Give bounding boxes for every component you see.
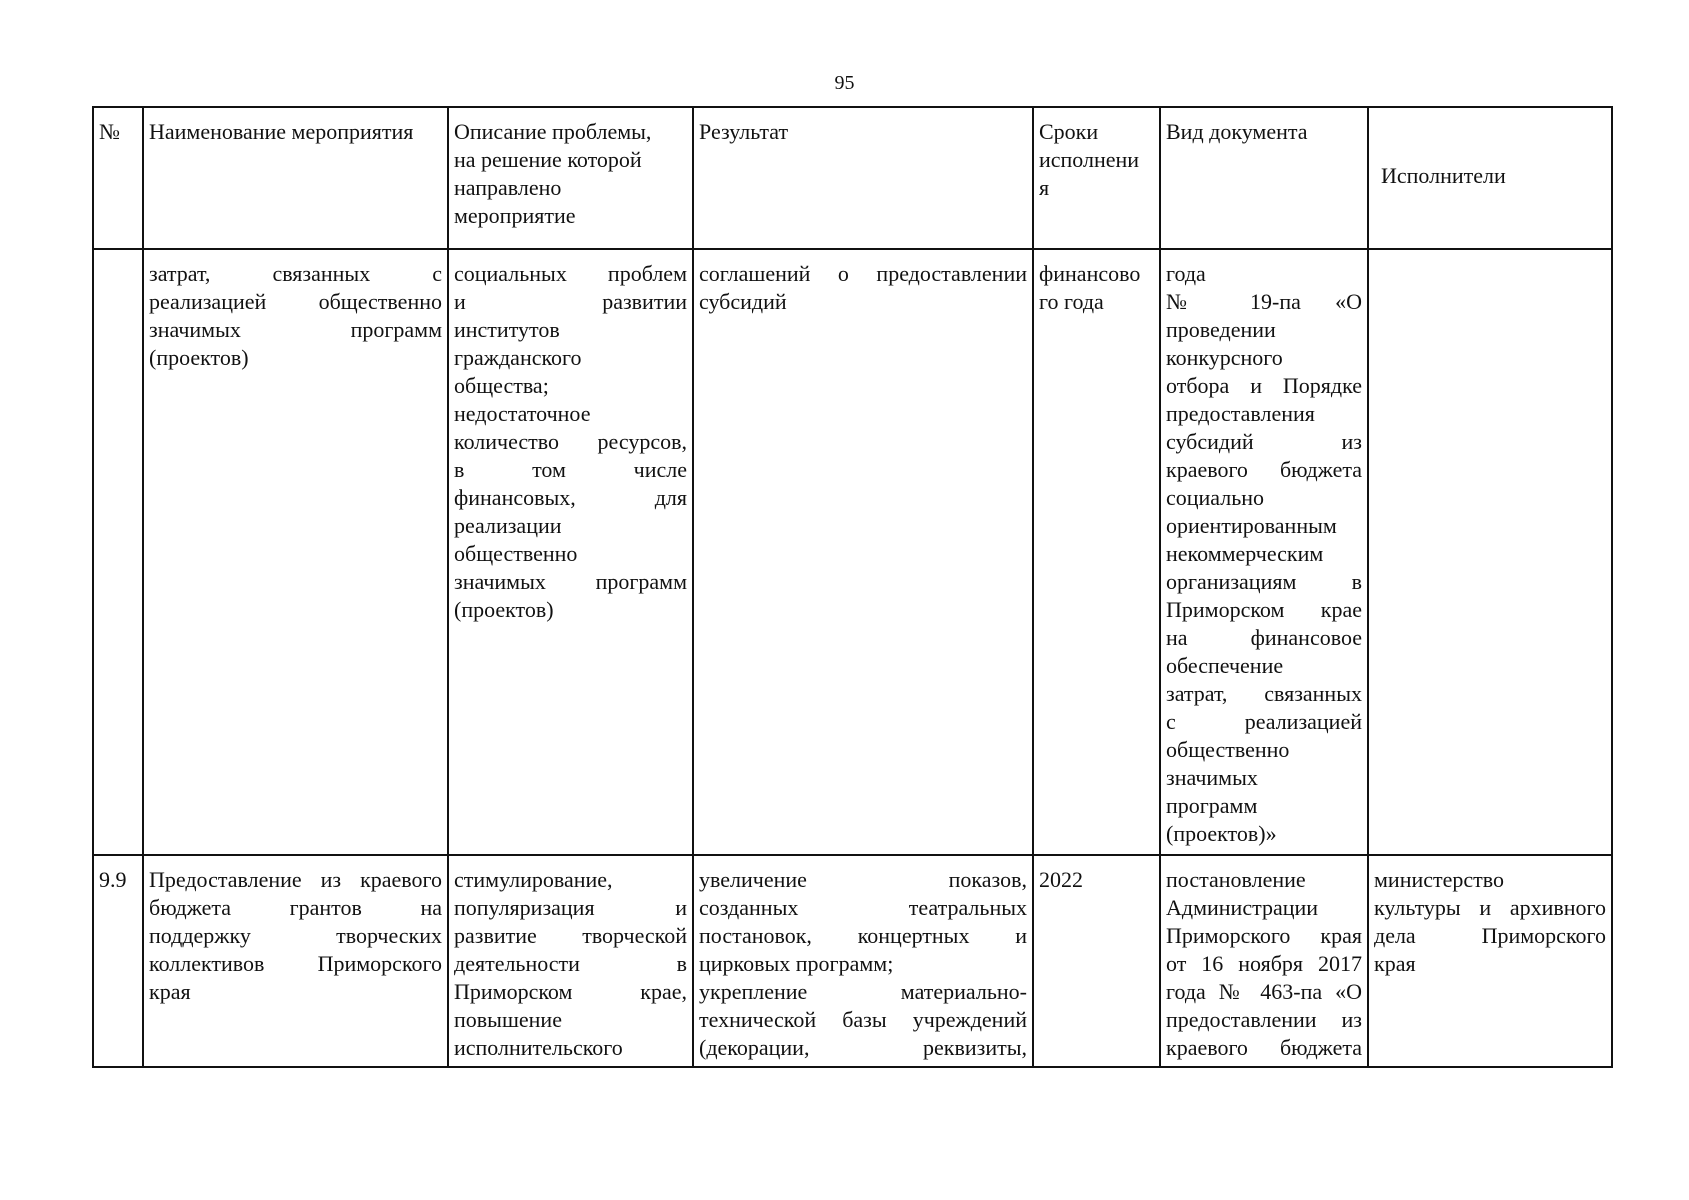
- cell-line: ориентированным: [1166, 513, 1337, 538]
- cell-line: субсидий: [699, 289, 787, 314]
- row1-executors: [1368, 249, 1612, 855]
- cell-line: популяризация и: [454, 895, 687, 920]
- cell-line: исполнительского: [454, 1035, 623, 1060]
- cell-line: поддержку творческих: [149, 923, 442, 948]
- cell-line: финансово: [1039, 261, 1141, 286]
- cell-line: краевого бюджета: [1166, 457, 1362, 482]
- measures-table: [92, 106, 1613, 1068]
- row2-name: [143, 855, 448, 1067]
- cell-line: предоставления: [1166, 401, 1315, 426]
- cell-line: предоставлении из: [1166, 1007, 1362, 1032]
- cell-line: гражданского: [454, 345, 582, 370]
- cell-line: Приморского края: [1166, 923, 1362, 948]
- table-row: [93, 249, 1612, 855]
- header-deadline-line: я: [1039, 175, 1050, 200]
- cell-line: бюджета грантов на: [149, 895, 442, 920]
- header-problem-line: на решение которой: [454, 147, 642, 172]
- row1-deadline: [1033, 249, 1160, 855]
- header-doc-type: Вид документа: [1160, 107, 1368, 249]
- cell-line: институтов: [454, 317, 560, 342]
- header-deadline: [1033, 107, 1160, 249]
- cell-line: на финансовое: [1166, 625, 1362, 650]
- cell-line: затрат, связанных с: [149, 261, 442, 286]
- cell-line: с реализацией: [1166, 709, 1362, 734]
- row1-result: [693, 249, 1033, 855]
- cell-line: цирковых программ;: [699, 951, 894, 976]
- cell-line: увеличение показов,: [699, 867, 1027, 892]
- cell-line: созданных театральных: [699, 895, 1027, 920]
- cell-line: (проектов): [149, 345, 249, 370]
- cell-line: культуры и архивного: [1374, 895, 1606, 920]
- cell-line: недостаточное: [454, 401, 591, 426]
- row2-deadline: [1033, 855, 1160, 1067]
- header-result: Результат: [693, 107, 1033, 249]
- cell-line: значимых программ: [149, 317, 442, 342]
- cell-line: министерство: [1374, 867, 1505, 892]
- cell-line: значимых программ: [454, 569, 687, 594]
- cell-line: общественно: [1166, 737, 1290, 762]
- row1-name: [143, 249, 448, 855]
- cell-line: социальных проблем: [454, 261, 687, 286]
- header-num: №: [93, 107, 143, 249]
- page-number: 95: [834, 72, 855, 94]
- cell-line: деятельности в: [454, 951, 687, 976]
- header-executors: Исполнители: [1368, 107, 1612, 249]
- cell-line: края: [149, 979, 191, 1004]
- row2-doc-type: [1160, 855, 1368, 1067]
- cell-line: (проектов): [454, 597, 554, 622]
- cell-line: в том числе: [454, 457, 687, 482]
- cell-line: некоммерческим: [1166, 541, 1324, 566]
- cell-line: значимых: [1166, 765, 1258, 790]
- cell-line: Приморском крае,: [454, 979, 687, 1004]
- row1-problem: [448, 249, 693, 855]
- cell-line: программ: [1166, 793, 1258, 818]
- row1-num: [93, 249, 143, 855]
- cell-line: (декорации, реквизиты,: [699, 1035, 1027, 1060]
- cell-line: 2022: [1039, 867, 1083, 892]
- row2-result: [693, 855, 1033, 1067]
- cell-line: постановок, концертных и: [699, 923, 1027, 948]
- cell-line: отбора и Порядке: [1166, 373, 1362, 398]
- row2-num: 9.9: [93, 855, 143, 1067]
- cell-line: общественно: [454, 541, 578, 566]
- cell-line: коллективов Приморского: [149, 951, 442, 976]
- cell-line: развитие творческой: [454, 923, 687, 948]
- row2-executors: [1368, 855, 1612, 1067]
- cell-line: года: [1166, 261, 1206, 286]
- header-name: Наименование мероприятия: [143, 107, 448, 249]
- cell-line: Приморском крае: [1166, 597, 1362, 622]
- cell-line: реализацией общественно: [149, 289, 442, 314]
- header-problem-line: мероприятие: [454, 203, 576, 228]
- header-deadline-line: Сроки: [1039, 119, 1099, 144]
- cell-line: Предоставление из краевого: [149, 867, 442, 892]
- cell-line: и развитии: [454, 289, 687, 314]
- row2-problem: [448, 855, 693, 1067]
- cell-line: социально: [1166, 485, 1265, 510]
- cell-line: обеспечение: [1166, 653, 1284, 678]
- cell-line: (проектов)»: [1166, 821, 1277, 846]
- cell-line: затрат, связанных: [1166, 681, 1362, 706]
- header-problem-line: Описание проблемы,: [454, 119, 652, 144]
- cell-line: края: [1374, 951, 1416, 976]
- cell-line: общества;: [454, 373, 549, 398]
- header-problem-line: направлено: [454, 175, 562, 200]
- cell-line: года № 463-па «О: [1166, 979, 1362, 1004]
- cell-line: Администрации: [1166, 895, 1319, 920]
- cell-line: го года: [1039, 289, 1104, 314]
- cell-line: дела Приморского: [1374, 923, 1606, 948]
- cell-line: стимулирование,: [454, 867, 613, 892]
- cell-line: № 19-па «О: [1166, 289, 1362, 314]
- cell-line: соглашений о предоставлении: [699, 261, 1027, 286]
- header-problem: [448, 107, 693, 249]
- cell-line: проведении: [1166, 317, 1276, 342]
- cell-line: количество ресурсов,: [454, 429, 687, 454]
- cell-line: повышение: [454, 1007, 562, 1032]
- cell-line: краевого бюджета: [1166, 1035, 1362, 1060]
- header-deadline-line: исполнени: [1039, 147, 1140, 172]
- cell-line: субсидий из: [1166, 429, 1362, 454]
- cell-line: финансовых, для: [454, 485, 687, 510]
- cell-line: конкурсного: [1166, 345, 1283, 370]
- cell-line: постановление: [1166, 867, 1306, 892]
- cell-line: технической базы учреждений: [699, 1007, 1027, 1032]
- cell-line: укрепление материально-: [699, 979, 1027, 1004]
- table-header-row: [93, 107, 1612, 249]
- cell-line: реализации: [454, 513, 562, 538]
- cell-line: организациям в: [1166, 569, 1362, 594]
- cell-line: от 16 ноября 2017: [1166, 951, 1362, 976]
- row1-doc-type: [1160, 249, 1368, 855]
- table-row: [93, 855, 1612, 1067]
